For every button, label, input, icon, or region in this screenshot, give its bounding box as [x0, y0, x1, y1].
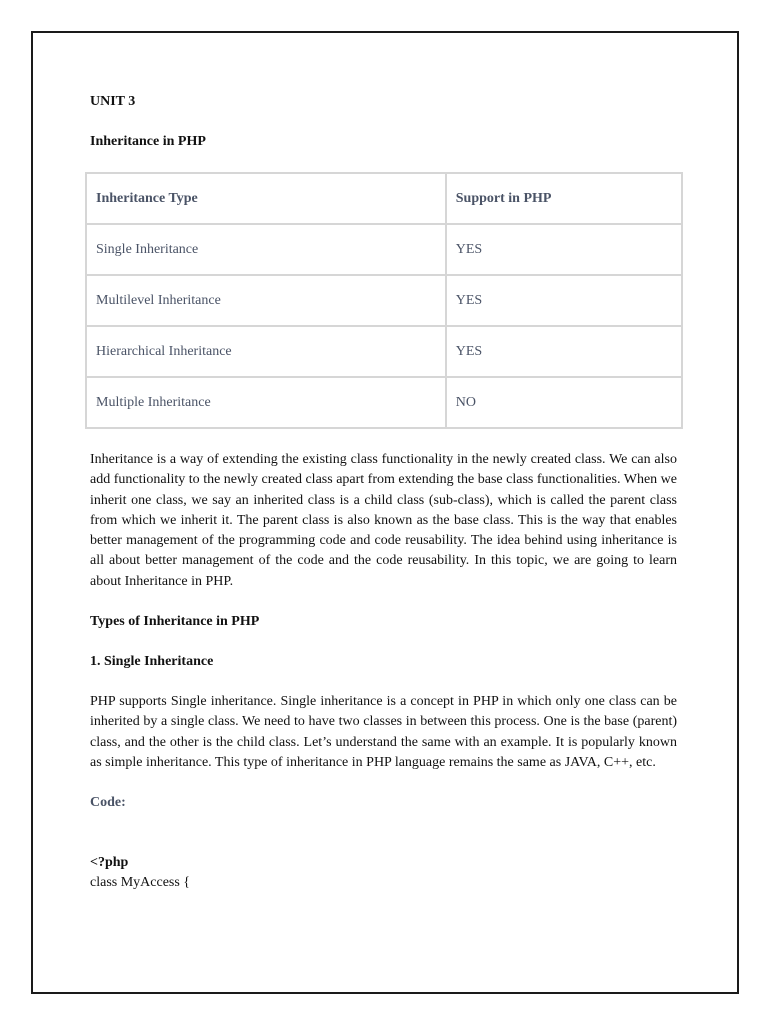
inheritance-support-table — [85, 172, 683, 429]
table-cell-support: YES — [446, 224, 682, 275]
document-header — [90, 92, 677, 171]
spacer — [90, 672, 677, 692]
spacer — [90, 632, 677, 652]
intro-paragraph: Inheritance is a way of extending the existing class functionality in the newly created class. We can also add functionality to the newly created class apart from extending the base class functionalities. When we inherit one class, we say an inherited class is a child class (sub-class), which is called the parent class from which we inherit it. The parent class is also known as the base class. This is the way that enables better management of the programming code and code reusability. The idea behind using inheritance is all about better management of the code and the code reusability. In this topic, we are going to learn about Inheritance in PHP. — [90, 452, 677, 589]
table-cell-type: Multilevel Inheritance — [86, 275, 446, 326]
table-row — [86, 224, 682, 275]
table-row — [86, 326, 682, 377]
table-row — [86, 377, 682, 428]
table-cell-support: YES — [446, 326, 682, 377]
table-cell-type: Multiple Inheritance — [86, 377, 446, 428]
table-cell-support: NO — [446, 377, 682, 428]
section-title: Inheritance in PHP — [90, 134, 206, 149]
table-header-row — [86, 173, 682, 224]
spacer — [90, 833, 677, 853]
types-heading: Types of Inheritance in PHP — [90, 614, 260, 630]
code-line-php-open: <?php — [90, 855, 129, 871]
spacer — [90, 592, 677, 612]
table-cell-type: Hierarchical Inheritance — [86, 326, 446, 377]
table-row — [86, 275, 682, 326]
spacer — [90, 773, 677, 793]
table-cell-support: YES — [446, 275, 682, 326]
document-body — [90, 450, 677, 893]
single-inheritance-paragraph: PHP supports Single inheritance. Single inheritance is a concept in PHP in which only one class can be inherited by a single class. We need to have two classes in between this process. One is the base (parent) class, and the other is the child class. Let’s understand the same with an example. It is popularly known as simple inheritance. This type of inheritance in PHP language remains the same as JAVA, C++, etc. — [90, 694, 677, 770]
spacer — [90, 813, 677, 833]
single-inheritance-heading: 1. Single Inheritance — [90, 654, 214, 670]
table-header-cell: Support in PHP — [446, 173, 682, 224]
table-cell-type: Single Inheritance — [86, 224, 446, 275]
code-line-class-decl: class MyAccess { — [90, 875, 191, 891]
table-header-cell: Inheritance Type — [86, 173, 446, 224]
code-label: Code: — [90, 795, 126, 811]
unit-heading: UNIT 3 — [90, 94, 136, 109]
